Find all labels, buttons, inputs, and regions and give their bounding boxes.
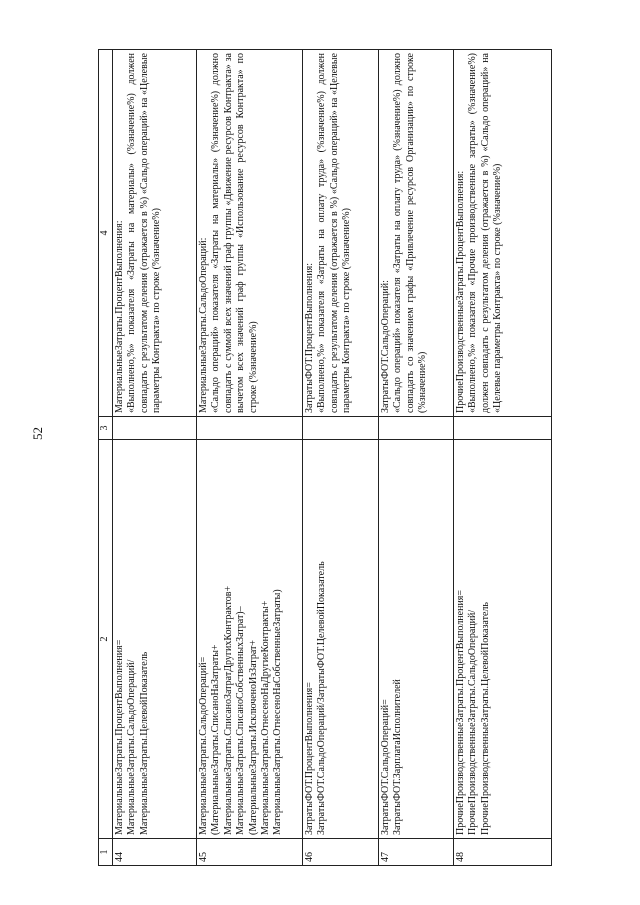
description-text: «Сальдо операций» показателя «Затраты на материалы» (%значение%) должно совпадать с суммой всех значений граф группы «Движение ресурсов Контракта» за вычетом всех значений граф группы «Использование ресурсов Контракта» по строке (%значение%) bbox=[210, 53, 259, 413]
description-cell bbox=[197, 50, 303, 417]
formula-cell bbox=[379, 440, 454, 839]
page-number: 52 bbox=[30, 427, 45, 440]
description-title: ЗатратыФОТ.ПроцентВыполнения: bbox=[304, 262, 315, 413]
row-number: 45 bbox=[197, 839, 303, 866]
table-row bbox=[197, 50, 303, 866]
description-title: ЗатратыФОТ.СальдоОпераций: bbox=[380, 280, 391, 413]
description-cell bbox=[303, 50, 379, 417]
description-text: «Выполнено,%» показателя «Затраты на материалы» (%значение%) должен совпадать с результатом деления (отражается в %) «Сальдо операций» на «Целевые параметры Контракта» по строке (%значение%) bbox=[126, 53, 163, 413]
header-col-1: 1 bbox=[99, 839, 113, 866]
formula-line: ПрочиеПроизводственныеЗатраты.СальдоОпераций/ bbox=[467, 609, 479, 835]
validation-rules-table bbox=[98, 49, 552, 866]
table-row bbox=[303, 50, 379, 866]
formula-cell bbox=[303, 440, 379, 839]
formula-line: (МатериальныеЗатраты.ИсключеноИзЗатрат+ bbox=[247, 639, 259, 835]
description-title: ПрочиеПроизводственныеЗатраты.ПроцентВыполнения: bbox=[455, 170, 466, 413]
empty-cell bbox=[379, 417, 454, 440]
table-row bbox=[379, 50, 454, 866]
formula-line: МатериальныеЗатраты.ЦелевойПоказатель bbox=[138, 651, 150, 835]
description-text: «Выполнено,%» показателя «Затраты на оплату труда» (%значение%) должен совпадать с результатом деления (отражается в %) «Сальдо операций» на «Целевые параметры Контракта» по строке (%значение%) bbox=[316, 53, 353, 413]
formula-line: (МатериальныеЗатраты.СписаноНаЗатраты+ bbox=[210, 644, 222, 835]
formula-line: ПрочиеПроизводственныеЗатраты.ПроцентВыполнения= bbox=[455, 589, 466, 835]
formula-cell bbox=[197, 440, 303, 839]
formula-line: МатериальныеЗатраты.СписаноЗатратДругихКонтрактов+ bbox=[222, 585, 234, 835]
row-number: 48 bbox=[454, 839, 552, 866]
formula-line: ЗатратыФОТ.СальдоОпераций/ЗатратыФОТ.ЦелевойПоказатель bbox=[316, 561, 328, 835]
description-text: «Выполнено,%» показателя «Прочие производственные затраты» (%значение%) должен совпадать с результатом деления (отражается в %) «Сальдо операций» на «Целевые параметры Контракта» по строке (%значение%) bbox=[467, 53, 504, 413]
row-number: 44 bbox=[113, 839, 197, 866]
formula-cell bbox=[454, 440, 552, 839]
table-header-row bbox=[99, 50, 113, 866]
description-title: МатериальныеЗатраты.ПроцентВыполнения: bbox=[114, 220, 125, 413]
description-text: «Сальдо операций» показателя «Затраты на оплату труда» (%значение%) должно совпадать со значением графы «Привлечение ресурсов Организации» по строке (%значение%) bbox=[392, 53, 429, 413]
formula-line: ЗатратыФОТ.СальдоОпераций= bbox=[380, 699, 391, 835]
table-row bbox=[454, 50, 552, 866]
empty-cell bbox=[197, 417, 303, 440]
description-title: МатериальныеЗатраты.СальдоОпераций: bbox=[198, 237, 209, 413]
formula-line: МатериальныеЗатраты.СписаноСобственныхЗатрат)– bbox=[235, 606, 247, 835]
description-cell bbox=[113, 50, 197, 417]
formula-line: ЗатратыФОТ.ПроцентВыполнения= bbox=[304, 682, 315, 835]
description-cell bbox=[454, 50, 552, 417]
row-number: 47 bbox=[379, 839, 454, 866]
header-col-3: 3 bbox=[99, 417, 113, 440]
table-row bbox=[113, 50, 197, 866]
formula-line: МатериальныеЗатраты.СальдоОпераций= bbox=[198, 656, 209, 835]
formula-line: МатериальныеЗатраты.ПроцентВыполнения= bbox=[114, 639, 125, 835]
formula-line: МатериальныеЗатраты.ОтнесеноНаСобственныеЗатраты) bbox=[272, 589, 284, 835]
formula-line: ЗатратыФОТ.ЗарплатаИсполнителей bbox=[392, 679, 404, 835]
row-number: 46 bbox=[303, 839, 379, 866]
empty-cell bbox=[303, 417, 379, 440]
header-col-4: 4 bbox=[99, 50, 113, 417]
empty-cell bbox=[113, 417, 197, 440]
description-cell bbox=[379, 50, 454, 417]
formula-line: МатериальныеЗатраты.СальдоОпераций/ bbox=[126, 659, 138, 835]
formula-line: ПрочиеПроизводственныеЗатраты.ЦелевойПоказатель bbox=[479, 602, 491, 835]
header-col-2: 2 bbox=[99, 440, 113, 839]
rotated-page-content bbox=[98, 53, 550, 866]
empty-cell bbox=[454, 417, 552, 440]
formula-cell bbox=[113, 440, 197, 839]
formula-line: МатериальныеЗатраты.ОтнесеноНаДругиеКонтракты+ bbox=[260, 600, 272, 835]
